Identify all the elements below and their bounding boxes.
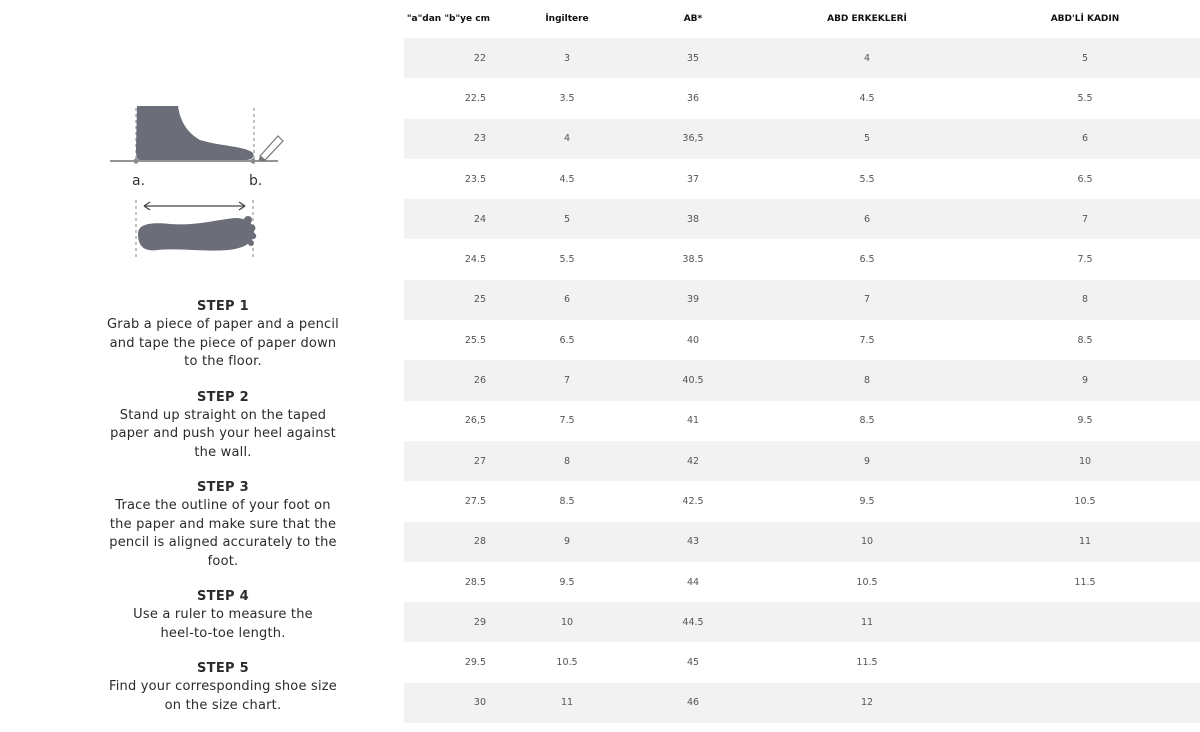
cell-eu: 43 <box>622 522 764 562</box>
size-table <box>404 0 1200 723</box>
cell-cm: 22.5 <box>404 78 512 118</box>
cell-us-men: 4 <box>764 38 970 78</box>
cell-eu: 38.5 <box>622 239 764 279</box>
cell-us-men: 9.5 <box>764 481 970 521</box>
cell-us-men: 6 <box>764 199 970 239</box>
pencil-icon <box>258 136 283 162</box>
cell-uk: 5.5 <box>512 239 622 279</box>
table-row <box>404 159 1200 199</box>
header-uk: İngiltere <box>512 0 622 38</box>
step-line: Find your corresponding shoe size <box>108 679 337 694</box>
cell-us-men: 7.5 <box>764 320 970 360</box>
table-row <box>404 199 1200 239</box>
cell-us-women: 11 <box>970 522 1200 562</box>
cell-cm: 26 <box>404 360 512 400</box>
cell-us-men: 11.5 <box>764 642 970 682</box>
table-row <box>404 441 1200 481</box>
cell-eu: 35 <box>622 38 764 78</box>
header-eu: AB* <box>622 0 764 38</box>
cell-uk: 7 <box>512 360 622 400</box>
cell-us-men: 10.5 <box>764 562 970 602</box>
cell-uk: 5 <box>512 199 622 239</box>
step-1 <box>70 298 376 372</box>
cell-uk: 9.5 <box>512 562 622 602</box>
label-a: a. <box>132 173 146 189</box>
cell-cm: 23.5 <box>404 159 512 199</box>
step-line: paper and push your heel against <box>110 426 336 441</box>
cell-us-men: 7 <box>764 280 970 320</box>
cell-eu: 41 <box>622 401 764 441</box>
cell-uk: 10 <box>512 602 622 642</box>
cell-us-women: 5.5 <box>970 78 1200 118</box>
cell-uk: 9 <box>512 522 622 562</box>
cell-eu: 42.5 <box>622 481 764 521</box>
table-row <box>404 683 1200 723</box>
step-line: pencil is aligned accurately to the <box>109 535 337 550</box>
cell-uk: 7.5 <box>512 401 622 441</box>
step-line: foot. <box>207 553 239 569</box>
cell-uk: 3 <box>512 38 622 78</box>
table-row <box>404 78 1200 118</box>
cell-cm: 28.5 <box>404 562 512 602</box>
cell-cm: 24 <box>404 199 512 239</box>
step-line: Use a ruler to measure the <box>133 607 313 622</box>
table-row <box>404 38 1200 78</box>
cell-uk: 11 <box>512 683 622 723</box>
step-title: STEP 2 <box>196 389 249 405</box>
cell-us-men: 5.5 <box>764 159 970 199</box>
cell-us-women: 9.5 <box>970 401 1200 441</box>
cell-cm: 23 <box>404 119 512 159</box>
cell-us-women <box>970 642 1200 682</box>
table-row <box>404 320 1200 360</box>
cell-uk: 6.5 <box>512 320 622 360</box>
header-us-women: ABD'Lİ KADIN <box>970 0 1200 38</box>
cell-uk: 3.5 <box>512 78 622 118</box>
steps-list <box>70 298 376 732</box>
step-line: the paper and make sure that the <box>109 516 337 532</box>
cell-us-men: 11 <box>764 602 970 642</box>
step-line: on the size chart. <box>164 697 282 713</box>
cell-eu: 40.5 <box>622 360 764 400</box>
cell-cm: 30 <box>404 683 512 723</box>
cell-us-men: 4.5 <box>764 78 970 118</box>
cell-us-men: 5 <box>764 119 970 159</box>
step-3 <box>70 479 376 571</box>
table-row <box>404 239 1200 279</box>
cell-uk: 8.5 <box>512 481 622 521</box>
step-line: Grab a piece of paper and a pencil <box>107 317 339 332</box>
cell-us-women <box>970 683 1200 723</box>
table-row <box>404 562 1200 602</box>
label-b: b. <box>249 173 263 189</box>
cell-eu: 45 <box>622 642 764 682</box>
cell-cm: 28 <box>404 522 512 562</box>
table-row <box>404 522 1200 562</box>
cell-cm: 29 <box>404 602 512 642</box>
cell-us-women: 9 <box>970 360 1200 400</box>
table-row <box>404 360 1200 400</box>
table-row <box>404 401 1200 441</box>
cell-us-men: 12 <box>764 683 970 723</box>
cell-eu: 44.5 <box>622 602 764 642</box>
cell-us-women: 8.5 <box>970 320 1200 360</box>
step-2 <box>70 389 376 463</box>
cell-cm: 29.5 <box>404 642 512 682</box>
step-title: STEP 4 <box>196 589 249 604</box>
cell-uk: 4 <box>512 119 622 159</box>
cell-us-women: 11.5 <box>970 562 1200 602</box>
step-title: STEP 5 <box>196 661 249 676</box>
cell-cm: 27 <box>404 441 512 481</box>
size-chart <box>404 0 1200 721</box>
step-line: the wall. <box>194 444 252 460</box>
cell-us-women: 10 <box>970 441 1200 481</box>
step-4 <box>70 588 376 643</box>
cell-us-men: 8 <box>764 360 970 400</box>
table-row <box>404 642 1200 682</box>
step-title: STEP 3 <box>196 480 249 495</box>
cell-us-women <box>970 602 1200 642</box>
header-us-men: ABD ERKEKLERİ <box>764 0 970 38</box>
cell-uk: 4.5 <box>512 159 622 199</box>
cell-uk: 8 <box>512 441 622 481</box>
cell-us-women: 10.5 <box>970 481 1200 521</box>
step-line: to the floor. <box>184 354 262 369</box>
table-row <box>404 119 1200 159</box>
cell-us-women: 7 <box>970 199 1200 239</box>
cell-cm: 27.5 <box>404 481 512 521</box>
cell-us-women: 8 <box>970 280 1200 320</box>
foot-side-view-illustration <box>100 98 290 173</box>
step-line: Stand up straight on the taped <box>119 407 327 423</box>
cell-us-men: 8.5 <box>764 401 970 441</box>
cell-us-men: 9 <box>764 441 970 481</box>
table-row <box>404 481 1200 521</box>
cell-cm: 25.5 <box>404 320 512 360</box>
table-row <box>404 602 1200 642</box>
header-cm: "a"dan "b"ye cm <box>404 0 512 38</box>
cell-uk: 6 <box>512 280 622 320</box>
cell-eu: 44 <box>622 562 764 602</box>
cell-cm: 25 <box>404 280 512 320</box>
step-line: Trace the outline of your foot on <box>115 498 331 513</box>
cell-us-men: 6.5 <box>764 239 970 279</box>
cell-eu: 40 <box>622 320 764 360</box>
foot-top-view-illustration <box>100 190 270 262</box>
cell-us-women: 7.5 <box>970 239 1200 279</box>
cell-eu: 38 <box>622 199 764 239</box>
cell-uk: 10.5 <box>512 642 622 682</box>
cell-eu: 37 <box>622 159 764 199</box>
cell-eu: 36 <box>622 78 764 118</box>
cell-eu: 39 <box>622 280 764 320</box>
step-line: heel-to-toe length. <box>160 625 286 641</box>
step-line: and tape the piece of paper down <box>109 335 337 351</box>
length-arrow-icon <box>144 202 245 210</box>
cell-cm: 24.5 <box>404 239 512 279</box>
cell-cm: 26,5 <box>404 401 512 441</box>
table-header-row <box>404 0 1200 38</box>
step-title: STEP 1 <box>196 299 249 314</box>
measuring-guide <box>0 0 390 721</box>
cell-us-women: 6 <box>970 119 1200 159</box>
cell-cm: 22 <box>404 38 512 78</box>
table-body <box>404 38 1200 723</box>
cell-eu: 42 <box>622 441 764 481</box>
cell-us-women: 5 <box>970 38 1200 78</box>
cell-eu: 36,5 <box>622 119 764 159</box>
table-row <box>404 280 1200 320</box>
cell-us-men: 10 <box>764 522 970 562</box>
cell-us-women: 6.5 <box>970 159 1200 199</box>
step-5 <box>70 660 376 715</box>
cell-eu: 46 <box>622 683 764 723</box>
